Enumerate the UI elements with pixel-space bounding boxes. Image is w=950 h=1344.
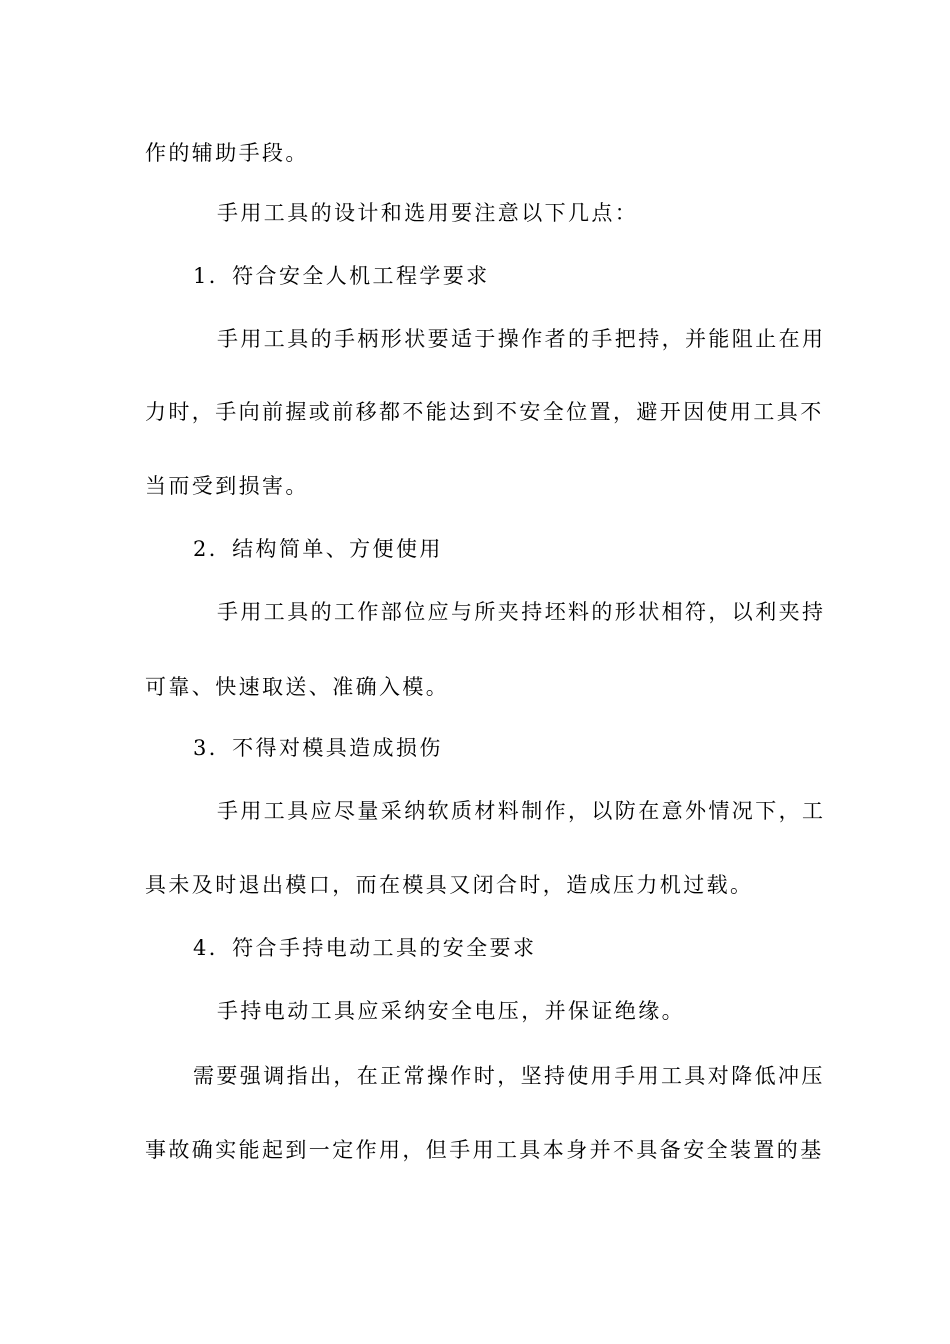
paragraph-line: 手用工具应尽量采纳软质材料制作，以防在意外情况下，工 — [217, 799, 826, 823]
paragraph-line: 作的辅助手段。 — [145, 141, 309, 165]
paragraph-line: 当而受到损害。 — [145, 474, 309, 498]
paragraph-line: 事故确实能起到一定作用，但手用工具本身并不具备安全装置的基 — [145, 1138, 824, 1162]
section-heading: 2．结构简单、方便使用 — [193, 537, 443, 561]
paragraph-line: 力时，手向前握或前移都不能达到不安全位置，避开因使用工具不 — [145, 400, 824, 424]
section-heading: 1．符合安全人机工程学要求 — [193, 264, 490, 288]
paragraph-line: 手持电动工具应采纳安全电压，并保证绝缘。 — [217, 999, 685, 1023]
paragraph-line: 具未及时退出模口，而在模具又闭合时，造成压力机过载。 — [145, 873, 754, 897]
section-heading: 4．符合手持电动工具的安全要求 — [193, 936, 537, 960]
paragraph-line: 需要强调指出，在正常操作时，坚持使用手用工具对降低冲压 — [193, 1064, 825, 1088]
section-heading: 3．不得对模具造成损伤 — [193, 736, 443, 760]
paragraph-line: 手用工具的手柄形状要适于操作者的手把持，并能阻止在用 — [217, 327, 826, 351]
paragraph-line: 手用工具的设计和选用要注意以下几点： — [217, 201, 639, 225]
paragraph-line: 可靠、快速取送、准确入模。 — [145, 675, 450, 699]
paragraph-line: 手用工具的工作部位应与所夹持坯料的形状相符，以利夹持 — [217, 600, 826, 624]
